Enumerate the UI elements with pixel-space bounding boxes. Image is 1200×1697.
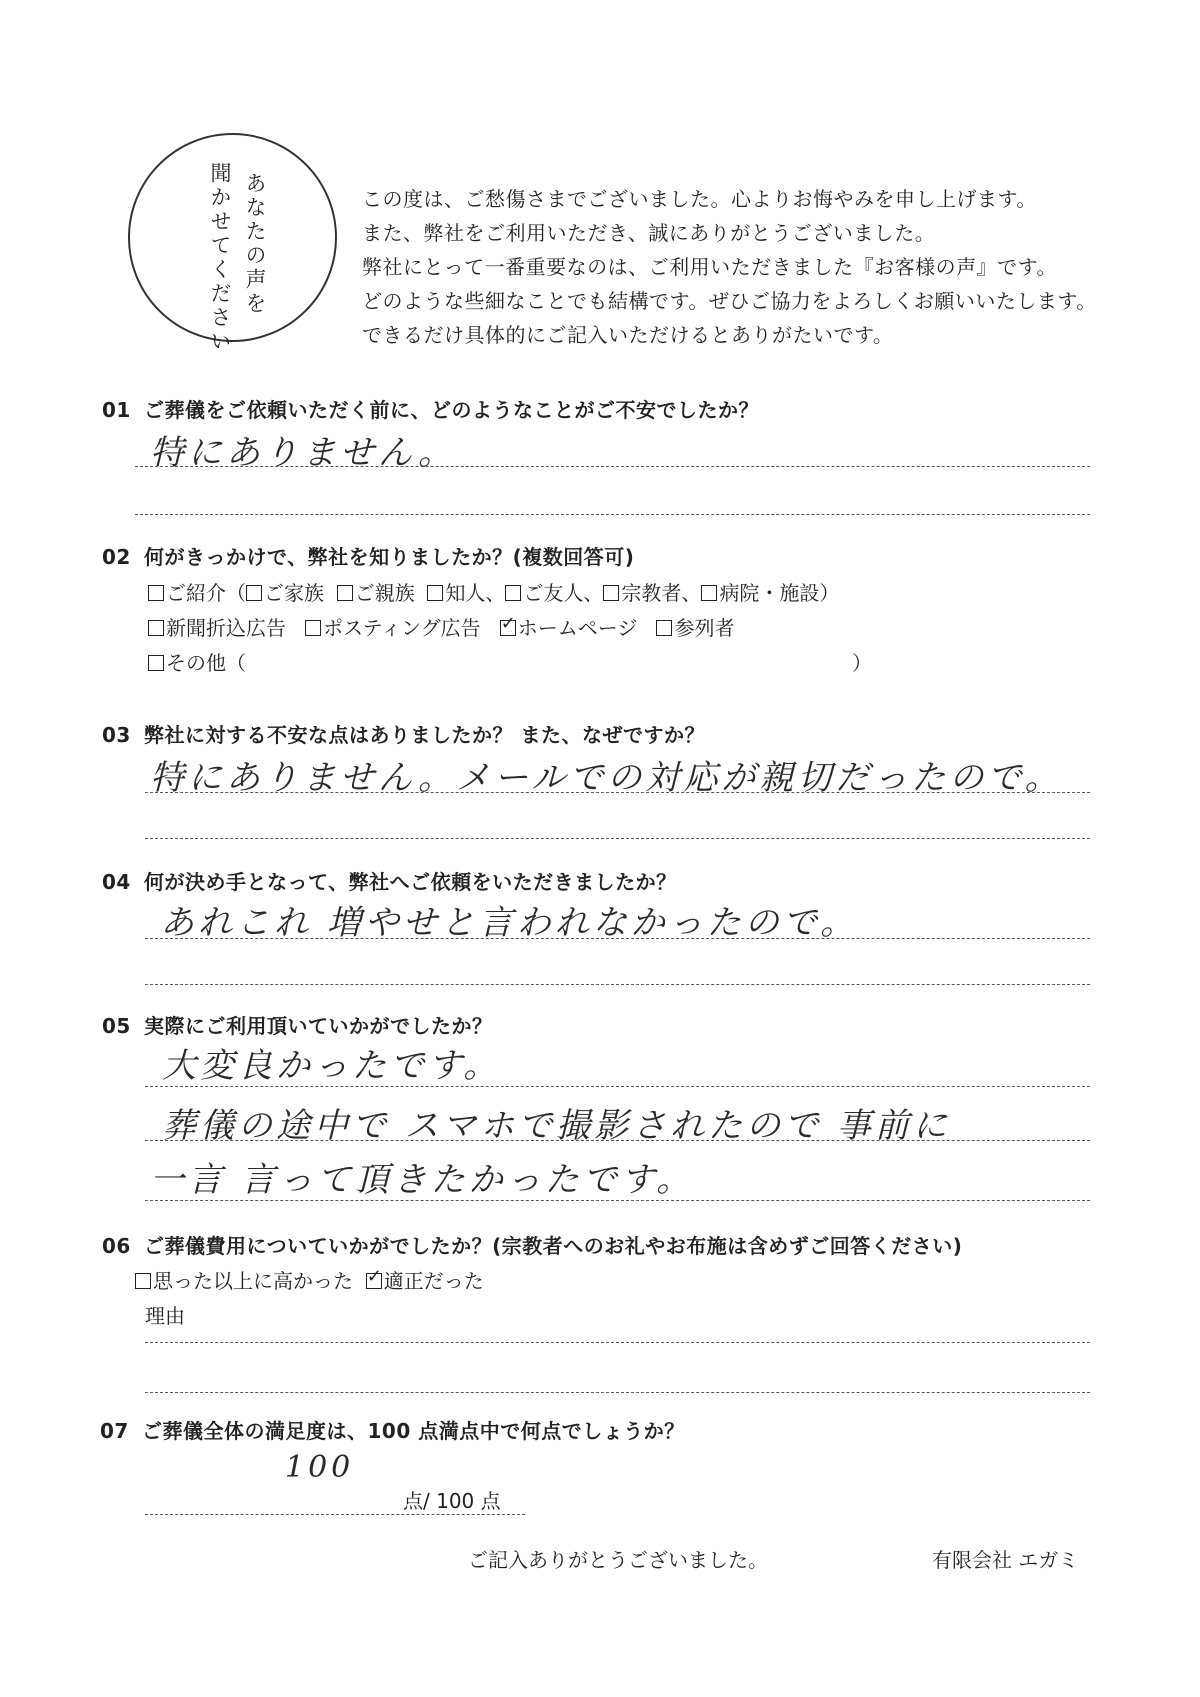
intro-line: できるだけ具体的にご記入いただけるとありがたいです。 [362, 323, 894, 347]
question-text: 実際にご利用頂いていかがでしたか？ [144, 1014, 493, 1038]
option-label: ポスティング広告 [323, 616, 481, 640]
checkbox-friend[interactable] [505, 585, 521, 601]
source-options-row1 [148, 577, 839, 606]
option-label: 参列者 [674, 616, 735, 640]
answer-line [145, 838, 1090, 839]
answer-line [145, 792, 1090, 793]
question-text: 弊社に対する不安な点はありましたか？ また、なぜですか？ [144, 723, 705, 747]
answer-line [145, 1200, 1090, 1201]
checkbox-posting-ad[interactable] [305, 620, 321, 636]
answer-line [145, 938, 1090, 939]
answer-line [145, 1342, 1090, 1343]
checkbox-other[interactable] [148, 655, 164, 671]
cost-options [135, 1265, 484, 1294]
answer-line [135, 466, 1090, 467]
question-number: 06 [102, 1234, 131, 1258]
intro-line: この度は、ご愁傷さまでございました。心よりお悔やみを申し上げます。 [362, 187, 1037, 211]
circle-text-col1: あなたの声を [243, 172, 267, 316]
question-number: 04 [102, 870, 131, 894]
question-4 [102, 866, 677, 895]
question-6 [102, 1230, 962, 1259]
source-options-other [148, 647, 246, 676]
score-line [145, 1514, 525, 1515]
question-text: 何がきっかけで、弊社を知りましたか？(複数回答可) [144, 545, 635, 569]
answer-3[interactable]: 特にありません。メールでの対応が親切だったので。 [150, 758, 1063, 798]
answer-5-line2[interactable]: 葬儀の途中で スマホで撮影されたので 事前に [162, 1106, 951, 1146]
circle-text-col2: 聞かせてください [208, 162, 232, 354]
question-text: ご葬儀費用についていかがでしたか？(宗教者へのお礼やお布施は含めずご回答ください) [144, 1234, 963, 1258]
reason-label: 理由 [145, 1304, 185, 1328]
option-label: ご親族 [354, 581, 415, 605]
checkbox-attendee[interactable] [656, 620, 672, 636]
answer-line [145, 1086, 1090, 1087]
answer-5-line3[interactable]: 一言 言って頂きたかったです。 [150, 1160, 695, 1200]
intro-line: 弊社にとって一番重要なのは、ご利用いただきました『お客様の声』です。 [362, 255, 1057, 279]
option-label: ご友人、 [523, 581, 604, 605]
option-label: ご家族 [264, 581, 324, 605]
checkbox-newspaper-insert[interactable] [148, 620, 164, 636]
option-label: その他（ [166, 651, 246, 675]
answer-line [135, 514, 1090, 515]
question-3 [102, 719, 705, 748]
answer-1[interactable]: 特にありません。 [150, 433, 457, 473]
checkbox-more-expensive[interactable] [135, 1273, 151, 1289]
answer-4[interactable]: あれこれ 増やせと言われなかったので。 [160, 903, 859, 943]
checkbox-clergy[interactable] [603, 585, 619, 601]
intro-line: どのような些細なことでも結構です。ぜひご協力をよろしくお願いいたします。 [362, 289, 1097, 313]
question-number: 01 [102, 398, 131, 422]
thanks-text: ご記入ありがとうございました。 [468, 1548, 768, 1572]
option-label: 適正だった [383, 1269, 484, 1293]
question-number: 05 [102, 1014, 131, 1038]
checkbox-referral[interactable] [148, 585, 164, 601]
checkbox-relatives[interactable] [337, 585, 353, 601]
option-label: 思った以上に高かった [153, 1269, 353, 1293]
option-label: 新聞折込広告 [166, 616, 286, 640]
checkbox-appropriate[interactable] [366, 1273, 382, 1289]
question-number: 07 [100, 1419, 129, 1443]
option-label: ご紹介（ [166, 581, 246, 605]
option-label: ホームページ [517, 616, 638, 640]
question-text: ご葬儀をご依頼いただく前に、どのようなことがご不安でしたか？ [144, 398, 759, 422]
checkbox-family[interactable] [246, 585, 262, 601]
checkbox-homepage[interactable] [500, 620, 516, 636]
question-text: 何が決め手となって、弊社へご依頼をいただきましたか？ [144, 870, 677, 894]
answer-line [145, 1392, 1090, 1393]
answer-5-line1[interactable]: 大変良かったです。 [162, 1046, 502, 1086]
question-1 [102, 394, 759, 423]
question-2 [102, 541, 634, 570]
question-7 [100, 1415, 685, 1444]
question-text: ご葬儀全体の満足度は、100 点満点中で何点でしょうか？ [142, 1419, 685, 1443]
answer-line [145, 1140, 1090, 1141]
question-number: 02 [102, 545, 131, 569]
checkbox-acquaintance[interactable] [427, 585, 443, 601]
question-5 [102, 1010, 493, 1039]
score-suffix: 点/ 100 点 [403, 1489, 501, 1513]
score-answer[interactable]: 100 [285, 1450, 355, 1485]
checkbox-hospital[interactable] [701, 585, 717, 601]
option-label: 病院・施設） [719, 581, 840, 605]
company-name: 有限会社 エガミ [932, 1548, 1079, 1572]
source-options-row2 [148, 612, 734, 641]
intro-text [362, 182, 1162, 352]
question-number: 03 [102, 723, 131, 747]
intro-line: また、弊社をご利用いただき、誠にありがとうございました。 [362, 221, 936, 245]
other-close-paren: ） [852, 651, 872, 675]
answer-line [145, 984, 1090, 985]
option-label: 宗教者、 [621, 581, 702, 605]
option-label: 知人、 [445, 581, 506, 605]
